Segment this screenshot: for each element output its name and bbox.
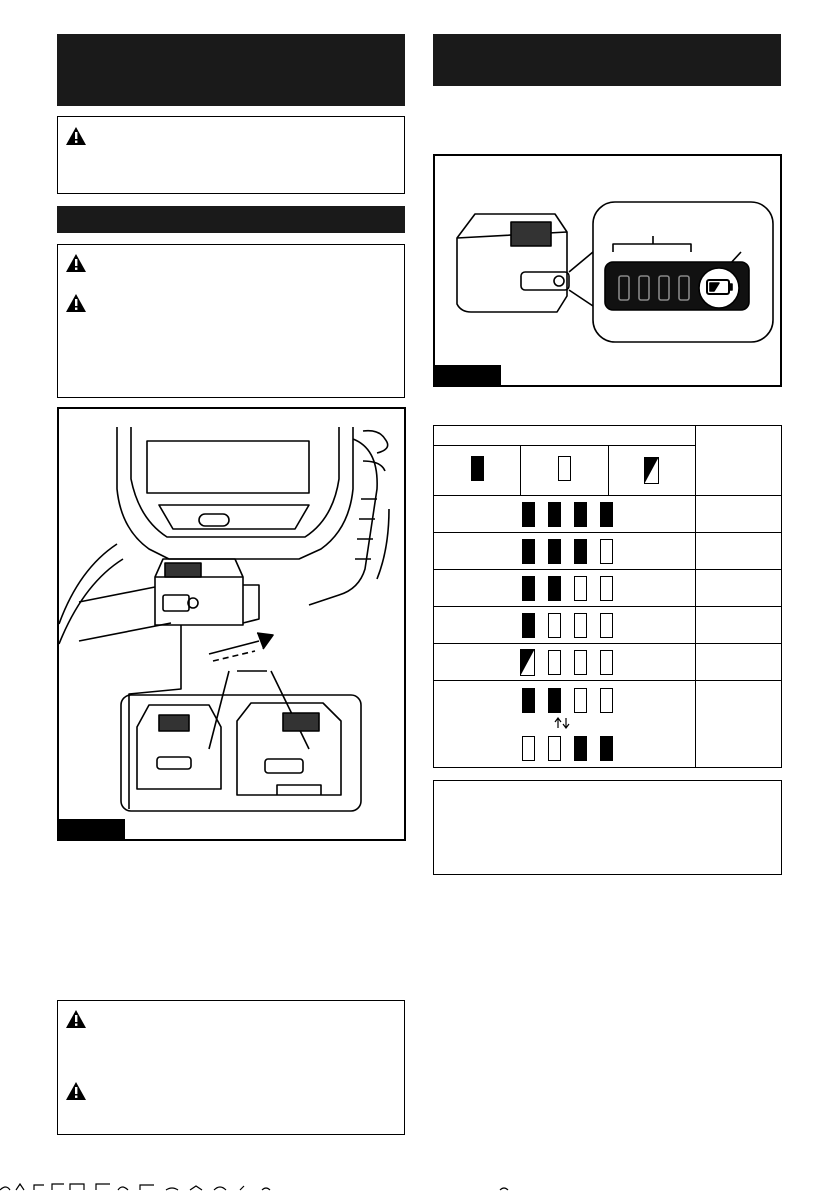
warning-icon [65,1081,87,1101]
lamp-off-icon [548,736,561,761]
lamp-on-icon [574,502,587,527]
capacity-cell [695,496,781,533]
lamp-off-icon [600,539,613,564]
lamp-on-icon [600,502,613,527]
lamp-on-icon [548,539,561,564]
legend-blinking [608,446,695,496]
lamp-on-icon [548,688,561,713]
indicator-illustration [435,156,780,385]
warning-icon [65,293,87,313]
lamp-on-icon [548,576,561,601]
lamp-on-icon [522,688,535,713]
table-row [434,681,696,768]
lamp-off-icon [548,613,561,638]
lamp-off-icon [522,736,535,761]
lamp-off-icon [574,650,587,675]
lamp-blinking-icon [520,649,535,676]
lamp-on-icon [522,502,535,527]
page-footer-fragment [0,1180,840,1192]
indicator-table [433,425,782,768]
capacity-cell [695,644,781,681]
figure-install-battery [57,407,406,841]
capacity-header [695,426,781,496]
alternate-arrows-icon [554,717,570,729]
lamp-off-icon [574,613,587,638]
lamp-blinking-icon [644,457,659,484]
lamp-on-icon [574,539,587,564]
legend-on [434,446,521,496]
lamp-off-icon [558,456,571,481]
warning-icon [65,126,87,146]
install-illustration [59,409,404,839]
lamp-on-icon [471,456,484,481]
warning-box-2 [57,244,405,398]
lamp-off-icon [600,650,613,675]
section-header-right [433,34,781,86]
capacity-cell [695,570,781,607]
warning-box-1 [57,116,405,194]
capacity-cell [695,533,781,570]
warning-icon [65,253,87,273]
lamp-on-icon [574,736,587,761]
table-row [434,607,696,644]
lamp-off-icon [574,688,587,713]
table-row [434,570,696,607]
warning-box-3 [57,1000,405,1135]
figure-label-tag [435,365,501,385]
installing-header [57,206,405,233]
section-header-left [57,34,405,106]
figure-indicator [433,154,782,387]
lamp-off-icon [600,576,613,601]
lamp-off-icon [600,688,613,713]
lamp-on-icon [522,613,535,638]
lamp-off-icon [600,613,613,638]
lamp-off-icon [548,650,561,675]
lamp-on-icon [522,576,535,601]
note-box [433,780,782,875]
capacity-cell [695,607,781,644]
lamp-on-icon [522,539,535,564]
legend-off [521,446,608,496]
figure-label-tag [59,819,125,839]
warning-icon [65,1009,87,1029]
indicator-table-header [434,426,696,446]
table-row [434,496,696,533]
lamp-on-icon [600,736,613,761]
capacity-cell [695,681,781,768]
table-row [434,644,696,681]
table-row [434,533,696,570]
lamp-on-icon [548,502,561,527]
lamp-off-icon [574,576,587,601]
